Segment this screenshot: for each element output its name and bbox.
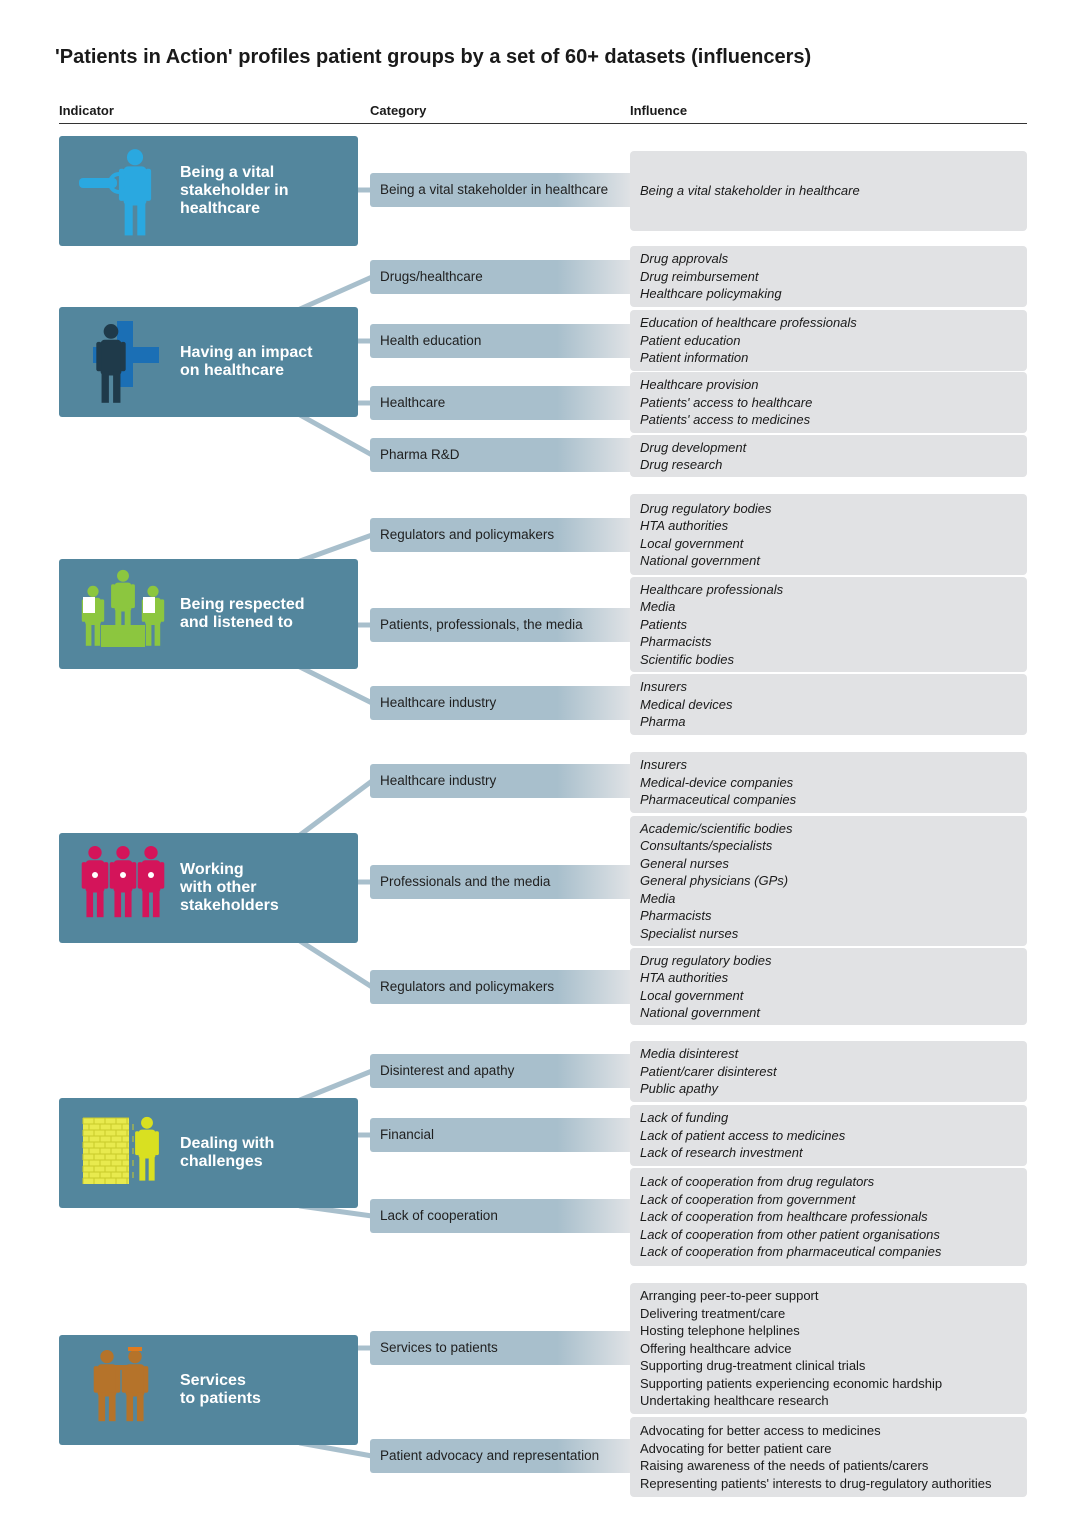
indicator-label: [180, 344, 350, 380]
indicator-label-line: challenges: [180, 1153, 263, 1170]
category-bar: [370, 1331, 630, 1365]
influence-item: Offering healthcare advice: [640, 1340, 792, 1356]
influence-item: Medical-device companies: [640, 774, 794, 790]
influence-box: [630, 151, 1027, 231]
indicator-label-line: on healthcare: [180, 362, 285, 379]
category-label: Patients, professionals, the media: [380, 617, 583, 632]
indicator-label-line: stakeholders: [180, 897, 279, 914]
influence-box: [630, 948, 1027, 1025]
influence-item: Drug research: [640, 457, 723, 472]
connector-line: [300, 667, 372, 703]
influence-item: Public apathy: [640, 1081, 719, 1097]
category-bar: [370, 386, 630, 420]
category-bar: [370, 1199, 630, 1233]
category-label: Health education: [380, 333, 482, 348]
person-left: [82, 586, 104, 646]
indicator-box: [59, 1098, 358, 1208]
connector-line: [300, 535, 372, 561]
indicator-label-line: with other: [180, 879, 257, 896]
influence-item: Media: [640, 890, 676, 906]
influence-box: [630, 1041, 1027, 1102]
category-bar: [370, 764, 630, 798]
indicator-label-line: to patients: [180, 1390, 261, 1407]
arm-around: [113, 1365, 131, 1370]
person-left: [94, 1350, 121, 1421]
influence-item: Lack of cooperation from drug regulators: [640, 1174, 875, 1190]
category-label: Professionals and the media: [380, 874, 551, 889]
category-label: Being a vital stakeholder in healthcare: [380, 182, 609, 197]
indicator-label-line: and listened to: [180, 614, 293, 631]
person-center: [111, 570, 135, 634]
influence-item: Media: [640, 599, 676, 615]
influence-item: Drug regulatory bodies: [640, 952, 772, 968]
brick-wall-person-icon: [73, 1106, 173, 1200]
influence-item: HTA authorities: [640, 518, 729, 533]
indicator-box: [59, 1335, 358, 1445]
indicator-label-line: Dealing with: [180, 1135, 275, 1152]
influence-box: [630, 1105, 1027, 1166]
indicator-label: [180, 1372, 350, 1408]
influence-item: National government: [640, 1005, 760, 1020]
influence-item: National government: [640, 553, 760, 568]
indicator-label: [180, 596, 350, 632]
category-bar: [370, 686, 630, 720]
category-bar: [370, 260, 630, 294]
influence-item: Patient/carer disinterest: [640, 1063, 777, 1079]
influence-item: Patient education: [640, 332, 741, 348]
influence-item: Local government: [640, 987, 744, 1003]
influence-item: Drug reimbursement: [640, 268, 759, 284]
influence-item: Pharma: [640, 714, 686, 730]
influence-item: Insurers: [640, 757, 687, 773]
influence-item: Healthcare professionals: [640, 581, 784, 597]
category-bar: [370, 1118, 630, 1152]
connector-line: [300, 1071, 372, 1100]
cap: [128, 1347, 142, 1351]
influence-item: Healthcare policymaking: [640, 286, 782, 302]
category-label: Drugs/healthcare: [380, 269, 483, 284]
influence-box: [630, 577, 1027, 672]
category-label: Healthcare industry: [380, 695, 497, 710]
influence-box: [630, 816, 1027, 946]
influence-item: Patients' access to medicines: [640, 412, 811, 428]
doctor-figure: [82, 846, 109, 917]
podium-people-icon: [73, 567, 173, 661]
category-label: Healthcare: [380, 395, 446, 410]
influence-box: [630, 1283, 1027, 1414]
influence-item: General nurses: [640, 855, 729, 871]
column-header-category: Category: [370, 103, 427, 118]
indicator-label-line: Having an impact: [180, 344, 313, 361]
category-bar: [370, 1439, 630, 1473]
category-label: Patient advocacy and representation: [380, 1448, 600, 1463]
indicator-box: [59, 136, 358, 246]
indicator-label-line: Working: [180, 861, 244, 878]
influence-box: [630, 674, 1027, 735]
category-bar: [370, 438, 630, 472]
category-label: Regulators and policymakers: [380, 527, 555, 542]
influence-item: Healthcare provision: [640, 377, 759, 393]
influence-item: Drug regulatory bodies: [640, 500, 772, 516]
connector-line: [300, 941, 372, 987]
influence-item: Education of healthcare professionals: [640, 315, 857, 331]
influence-item: Representing patients' interests to drug-regulatory authorities: [640, 1475, 992, 1491]
column-header-indicator: Indicator: [59, 103, 114, 118]
person-figure: [135, 1117, 159, 1181]
influence-item: Local government: [640, 535, 744, 551]
influence-item: Being a vital stakeholder in healthcare: [640, 183, 860, 199]
influence-box: [630, 310, 1027, 371]
influence-box: [630, 494, 1027, 575]
person-right: [122, 1350, 149, 1421]
influence-item: Medical devices: [640, 696, 733, 712]
podium: [101, 625, 145, 647]
influence-item: Supporting patients experiencing economic hardship: [640, 1375, 943, 1391]
influence-item: Patients: [640, 616, 687, 632]
connector-line: [300, 781, 372, 835]
indicator-box: [59, 307, 358, 417]
influence-item: Lack of cooperation from government: [640, 1191, 856, 1207]
category-bar: [370, 970, 630, 1004]
category-bar: [370, 608, 630, 642]
category-bar: [370, 1054, 630, 1088]
influence-item: Lack of research investment: [640, 1145, 803, 1161]
category-bar: [370, 173, 630, 207]
influence-box: [630, 372, 1027, 433]
influence-item: Arranging peer-to-peer support: [640, 1288, 819, 1304]
influence-box: [630, 752, 1027, 813]
influence-item: HTA authorities: [640, 970, 729, 985]
influence-item: Patients' access to healthcare: [640, 394, 813, 410]
indicator-label-line: Services: [180, 1372, 246, 1389]
two-people-icon: [73, 1343, 173, 1437]
influence-item: Hosting telephone helplines: [640, 1323, 800, 1339]
influence-item: Insurers: [640, 679, 687, 695]
column-header-influence: Influence: [630, 103, 688, 118]
person-right: [142, 586, 164, 646]
influence-item: Lack of funding: [640, 1110, 729, 1126]
influence-item: Supporting drug-treatment clinical trials: [640, 1358, 866, 1374]
influence-box: [630, 246, 1027, 307]
influence-item: Drug approvals: [640, 251, 729, 267]
category-label: Financial: [380, 1127, 435, 1142]
influence-item: Drug development: [640, 439, 747, 455]
influence-item: Media disinterest: [640, 1046, 739, 1062]
connector-line: [300, 415, 372, 455]
doctors-icon: [73, 841, 173, 935]
influence-item: Advocating for better access to medicines: [640, 1423, 881, 1438]
influence-item: Raising awareness of the needs of patients/carers: [640, 1458, 929, 1473]
influence-item: Scientific bodies: [640, 651, 734, 667]
influence-item: Consultants/specialists: [640, 838, 773, 854]
category-label: Services to patients: [380, 1340, 498, 1355]
category-label: Lack of cooperation: [380, 1208, 498, 1223]
stethoscope: [120, 872, 126, 878]
indicator-label: [180, 861, 350, 915]
category-label: Pharma R&D: [380, 447, 460, 462]
person-key-icon: [73, 144, 173, 238]
influence-item: Academic/scientific bodies: [640, 820, 793, 836]
indicator-label-line: healthcare: [180, 200, 261, 217]
paper-left: [83, 597, 95, 613]
influence-item: Delivering treatment/care: [640, 1305, 786, 1321]
influence-item: Specialist nurses: [640, 925, 739, 941]
indicator-box: [59, 833, 358, 943]
influence-item: Lack of patient access to medicines: [640, 1127, 846, 1143]
brick-wall: [83, 1118, 133, 1184]
connector-line: [300, 277, 372, 309]
influence-item: Pharmaceutical companies: [640, 792, 797, 808]
indicator-label-line: Being a vital: [180, 164, 275, 181]
category-label: Regulators and policymakers: [380, 979, 555, 994]
influence-item: General physicians (GPs): [640, 873, 789, 889]
influence-item: Advocating for better patient care: [640, 1440, 832, 1456]
influence-item: Lack of cooperation from other patient organisations: [640, 1226, 940, 1242]
doctor-figure: [110, 846, 137, 917]
indicator-label: [180, 1135, 350, 1171]
paper-right: [143, 597, 155, 613]
indicator-box: [59, 559, 358, 669]
person-cross-icon: [73, 315, 173, 409]
category-label: Healthcare industry: [380, 773, 497, 788]
influence-item: Lack of cooperation from pharmaceutical companies: [640, 1244, 942, 1260]
influence-box: [630, 435, 1027, 477]
influence-box: [630, 1417, 1027, 1497]
indicator-label-line: stakeholder in: [180, 182, 289, 199]
influence-item: Lack of cooperation from healthcare professionals: [640, 1209, 928, 1225]
influence-item: Pharmacists: [640, 908, 712, 924]
influence-item: Undertaking healthcare research: [640, 1393, 829, 1409]
page-title: 'Patients in Action' profiles patient groups by a set of 60+ datasets (influencers): [55, 46, 812, 68]
influence-box: [630, 1168, 1027, 1266]
stethoscope: [92, 872, 98, 878]
category-bar: [370, 865, 630, 899]
category-label: Disinterest and apathy: [380, 1063, 515, 1078]
influence-item: Pharmacists: [640, 634, 712, 650]
stethoscope: [148, 872, 154, 878]
category-bar: [370, 518, 630, 552]
influence-item: Patient information: [640, 350, 749, 366]
indicator-label: [180, 164, 350, 218]
indicator-label-line: Being respected: [180, 596, 305, 613]
category-bar: [370, 324, 630, 358]
doctor-figure: [138, 846, 165, 917]
